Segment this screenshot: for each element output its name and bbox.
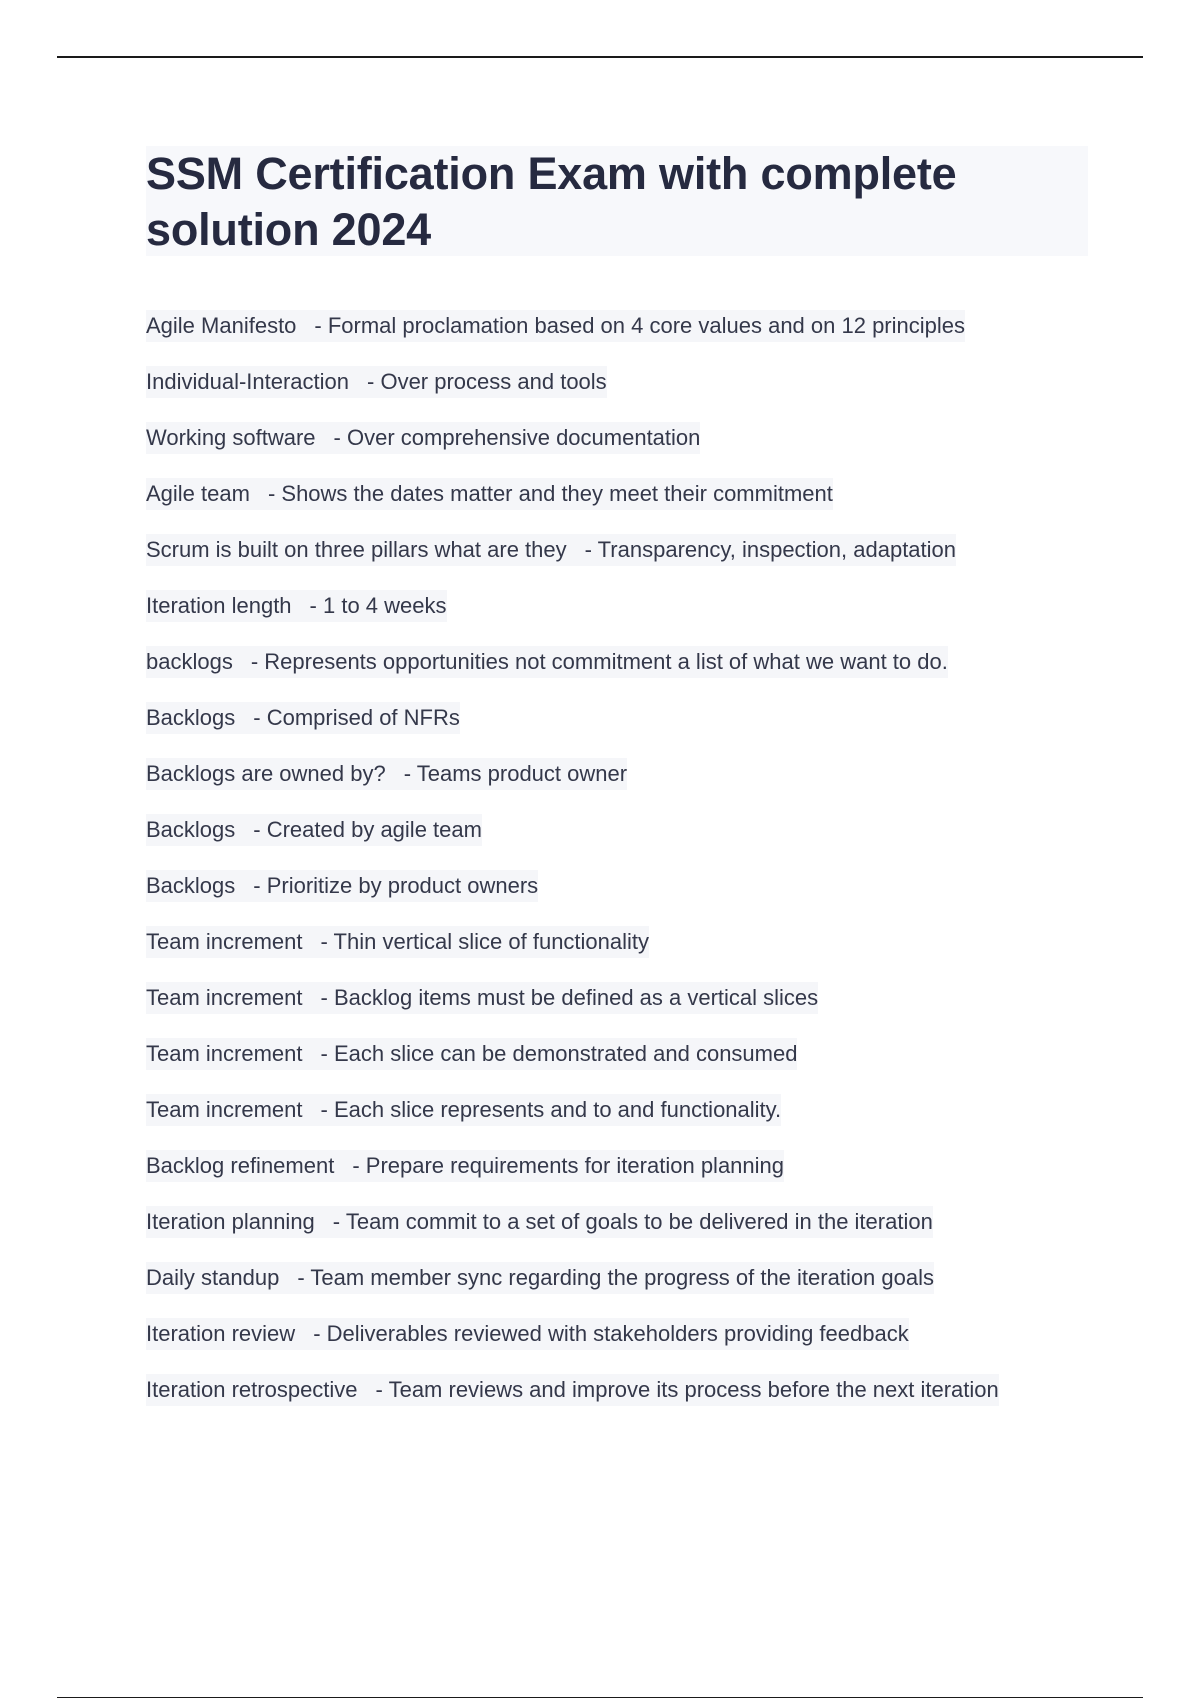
item-definition: - Comprised of NFRs (253, 705, 460, 730)
item-term: Iteration retrospective (146, 1377, 358, 1402)
item-term: Working software (146, 425, 316, 450)
item-term: Individual-Interaction (146, 369, 350, 394)
list-item (146, 534, 1106, 590)
item-definition: - Shows the dates matter and they meet their commitment (267, 481, 833, 506)
list-item (146, 870, 1106, 926)
list-item (146, 646, 1106, 702)
list-item (146, 1150, 1106, 1206)
item-definition: - Transparency, inspection, adaptation (584, 537, 957, 562)
item-definition: - Thin vertical slice of functionality (320, 929, 650, 954)
item-term: Team increment (146, 1041, 303, 1066)
top-rule (57, 56, 1143, 58)
list-item (146, 926, 1106, 982)
list-item (146, 1094, 1106, 1150)
title-block (146, 146, 1088, 256)
list-item (146, 478, 1106, 534)
item-definition: - 1 to 4 weeks (309, 593, 447, 618)
item-term: Backlogs (146, 705, 236, 730)
item-term: Agile Manifesto (146, 313, 297, 338)
item-definition: - Teams product owner (403, 761, 628, 786)
list-item (146, 366, 1106, 422)
item-term: Iteration length (146, 593, 292, 618)
item-definition: - Deliverables reviewed with stakeholders providing feedback (313, 1321, 909, 1346)
list-item (146, 982, 1106, 1038)
item-term: Backlog refinement (146, 1153, 335, 1178)
qa-list (146, 310, 1106, 1430)
title-line-2: solution 2024 (146, 204, 431, 255)
item-term: Scrum is built on three pillars what are they (146, 537, 567, 562)
list-item (146, 1374, 1106, 1430)
item-definition: - Prioritize by product owners (253, 873, 539, 898)
item-definition: - Backlog items must be defined as a vertical slices (320, 985, 819, 1010)
item-definition: - Over comprehensive documentation (333, 425, 701, 450)
item-definition: - Represents opportunities not commitment a list of what we want to do. (250, 649, 948, 674)
item-term: Backlogs are owned by? (146, 761, 386, 786)
list-item (146, 1318, 1106, 1374)
page-title (146, 146, 1088, 258)
item-term: Backlogs (146, 873, 236, 898)
bottom-rule (57, 1697, 1143, 1698)
list-item (146, 702, 1106, 758)
item-term: Iteration planning (146, 1209, 315, 1234)
list-item (146, 1262, 1106, 1318)
item-term: backlogs (146, 649, 233, 674)
item-definition: - Each slice can be demonstrated and consumed (320, 1041, 798, 1066)
list-item (146, 1038, 1106, 1094)
list-item (146, 758, 1106, 814)
list-item (146, 422, 1106, 478)
item-term: Daily standup (146, 1265, 280, 1290)
item-term: Team increment (146, 985, 303, 1010)
item-definition: - Team commit to a set of goals to be delivered in the iteration (332, 1209, 933, 1234)
item-term: Iteration review (146, 1321, 296, 1346)
item-definition: - Created by agile team (253, 817, 482, 842)
item-definition: - Formal proclamation based on 4 core values and on 12 principles (314, 313, 966, 338)
list-item (146, 814, 1106, 870)
item-term: Agile team (146, 481, 250, 506)
item-definition: - Over process and tools (367, 369, 607, 394)
item-definition: - Team reviews and improve its process before the next iteration (375, 1377, 999, 1402)
item-term: Team increment (146, 1097, 303, 1122)
item-definition: - Team member sync regarding the progress of the iteration goals (297, 1265, 935, 1290)
item-term: Backlogs (146, 817, 236, 842)
item-definition: - Prepare requirements for iteration planning (352, 1153, 785, 1178)
list-item (146, 1206, 1106, 1262)
list-item (146, 310, 1106, 366)
title-line-1: SSM Certification Exam with complete (146, 148, 957, 199)
item-definition: - Each slice represents and to and functionality. (320, 1097, 782, 1122)
list-item (146, 590, 1106, 646)
item-term: Team increment (146, 929, 303, 954)
